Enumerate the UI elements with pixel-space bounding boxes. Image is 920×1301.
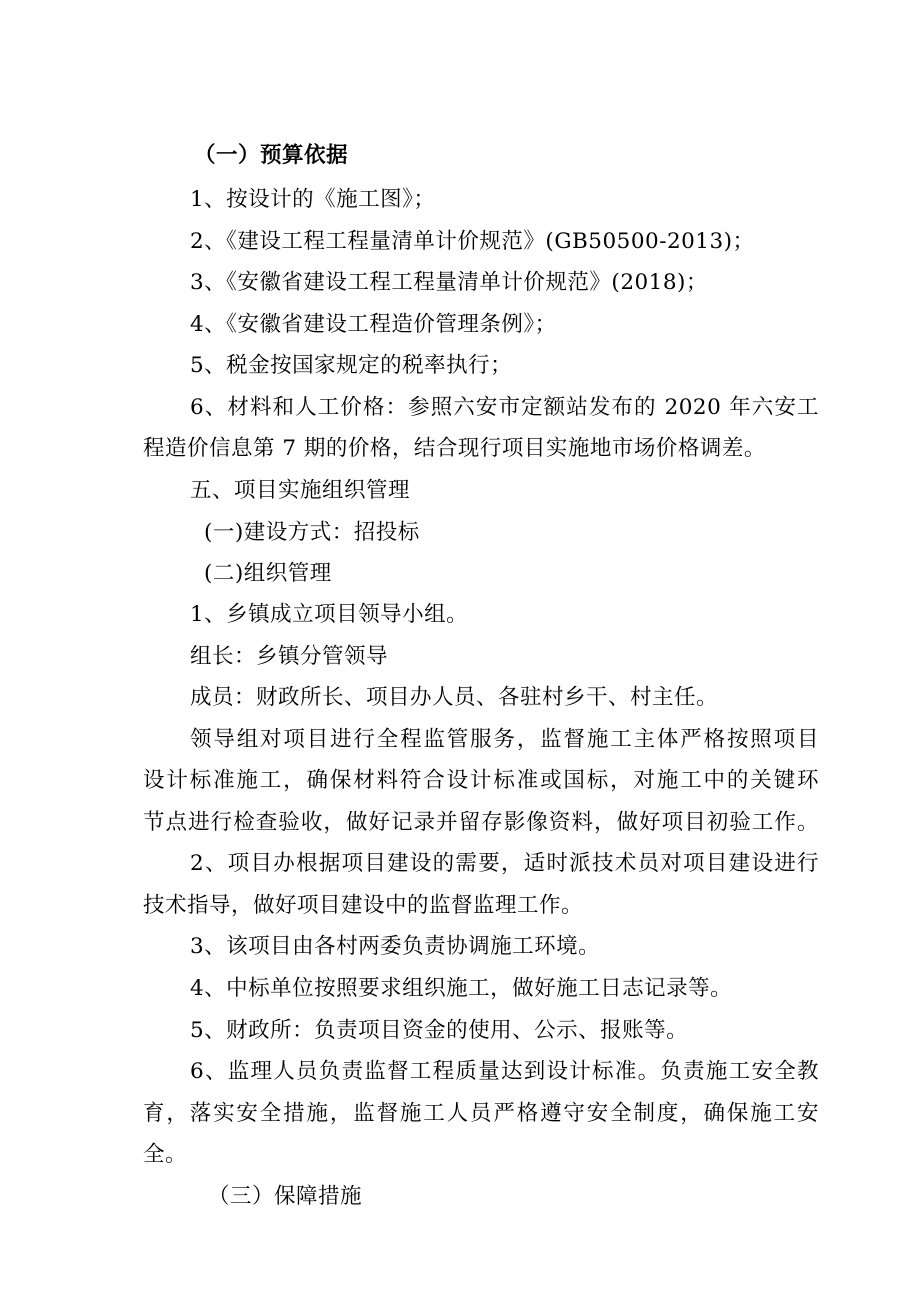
org-item-1: 1、乡镇成立项目领导小组。 [190,602,469,627]
org-item-5: 5、财政所：负责项目资金的使用、公示、报账等。 [190,1018,689,1043]
section-heading-implementation: 五、项目实施组织管理 [190,478,411,503]
org-item-6-line-2: 育，落实安全措施，监督施工人员严格遵守安全制度，确保施工安 [143,1101,819,1126]
section-heading-safeguards: （三）保障措施 [208,1184,363,1209]
leadership-paragraph-line-1: 领导组对项目进行全程监管服务，监督施工主体严格按照项目 [190,727,819,752]
org-item-2-line-2: 技术指导，做好项目建设中的监督监理工作。 [143,893,584,918]
org-item-2-line-1: 2、项目办根据项目建设的需要，适时派技术员对项目建设进行 [190,851,819,876]
basis-item-6-line-1: 6、材料和人工价格：参照六安市定额站发布的 2020 年六安工 [190,395,819,420]
leadership-paragraph-line-2: 设计标准施工，确保材料符合设计标准或国标，对施工中的关键环 [143,768,819,793]
basis-item-2: 2、《建设工程工程量清单计价规范》(GB50500-2013)； [190,229,755,254]
members-line: 成员：财政所长、项目办人员、各驻村乡干、村主任。 [190,685,719,710]
section-heading-budget-basis: （一）预算依据 [194,143,349,168]
leader-line: 组长：乡镇分管领导 [190,644,389,669]
org-item-3: 3、该项目由各村两委负责协调施工环境。 [190,934,601,959]
basis-item-1: 1、按设计的《施工图》； [190,187,436,212]
basis-item-3: 3、《安徽省建设工程工程量清单计价规范》(2018)； [190,270,708,295]
org-item-6-line-3: 全。 [143,1142,188,1167]
org-item-4: 4、中标单位按照要求组织施工，做好施工日志记录等。 [190,976,733,1001]
basis-item-5: 5、税金按国家规定的税率执行； [190,353,513,378]
subheading-organization: (二)组织管理 [204,561,332,586]
basis-item-4: 4、《安徽省建设工程造价管理条例》； [190,312,557,337]
leadership-paragraph-line-3: 节点进行检查验收，做好记录并留存影像资料，做好项目初验工作。 [143,810,819,835]
basis-item-6-line-2: 程造价信息第 7 期的价格，结合现行项目实施地市场价格调差。 [143,436,766,461]
org-item-6-line-1: 6、监理人员负责监督工程质量达到设计标准。负责施工安全教 [190,1059,819,1084]
subheading-construction-method: (一)建设方式：招投标 [204,520,420,545]
